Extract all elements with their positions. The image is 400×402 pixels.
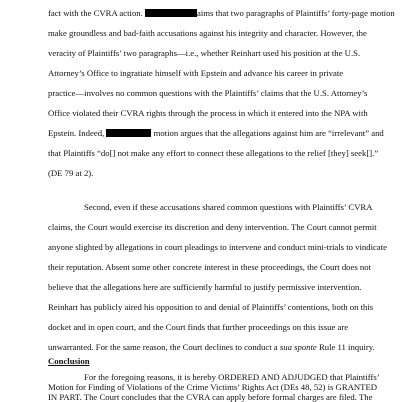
body-text-line: For the foregoing reasons, it is hereby ORDERED AND ADJUDGED that Plaintiffs’ bbox=[84, 372, 380, 382]
body-text-line: practice—involves no common questions with the Plaintiffs’ claims that the U.S. Attorney’s bbox=[48, 88, 368, 98]
body-text-line bbox=[48, 128, 384, 138]
body-text-line: make groundless and bad-faith accusations against his integrity and character. However, the bbox=[48, 28, 367, 38]
body-text-line: IN PART. The Court concludes that the CVRA can apply before formal charges are filed. The bbox=[48, 392, 373, 402]
body-text-line bbox=[48, 8, 395, 18]
body-text-line: Attorney’s Office to ingratiate himself with Epstein and advance his career in private bbox=[48, 68, 344, 78]
text-run: Epstein. Indeed, bbox=[48, 128, 107, 138]
text-run: fact with the CVRA action. bbox=[48, 8, 145, 18]
redaction-bar bbox=[106, 129, 151, 137]
body-text-line: (DE 79 at 2). bbox=[48, 168, 94, 178]
redaction-bar bbox=[145, 9, 197, 17]
text-run: motion argues that the allegations against him are “irrelevant” and bbox=[151, 128, 384, 138]
text-run: unwarranted. For the same reason, the Court declines to conduct a bbox=[48, 342, 280, 352]
italic-text-run: sua sponte bbox=[279, 342, 317, 352]
body-text-line bbox=[48, 342, 375, 352]
body-text-line: Office violated their CVRA rights through the process in which it entered into the NPA with bbox=[48, 108, 368, 118]
body-text-line: believe that the allegations here are sufficiently harmful to justify permissive intervention. bbox=[48, 282, 362, 292]
body-text-line: Motion for Finding of Violations of the Crime Victims’ Rights Act (DEs 48, 52) is GRANTED bbox=[48, 382, 378, 392]
body-text-line: docket and in open court, and the Court finds that further proceedings on this issue are bbox=[48, 322, 349, 332]
text-run: aims that two paragraphs of Plaintiffs’ forty-page motion bbox=[197, 8, 395, 18]
body-text-line: their reputation. Absent some other concrete interest in these proceedings, the Court does not bbox=[48, 262, 372, 272]
body-text-line: anyone slighted by allegations in court pleadings to intervene and conduct mini-trials to vindicate bbox=[48, 242, 387, 252]
body-text-line: Second, even if these accusations shared common questions with Plaintiffs’ CVRA bbox=[84, 202, 373, 212]
body-text-line: veracity of Plaintiffs’ two paragraphs—i.e., whether Reinhart used his position at the U.S. bbox=[48, 48, 361, 58]
body-text-line: claims, the Court would exercise its discretion and deny intervention. The Court cannot permit bbox=[48, 222, 377, 232]
text-run: Rule 11 inquiry. bbox=[316, 342, 375, 352]
body-text-line: that Plaintiffs “do[] not make any effort to connect these allegations to the relief [they] seek[].” bbox=[48, 148, 379, 158]
section-heading: Conclusion bbox=[48, 356, 90, 366]
body-text-line: Reinhart has publicly aired his opposition to and denial of Plaintiffs’ contentions, both on this bbox=[48, 302, 374, 312]
